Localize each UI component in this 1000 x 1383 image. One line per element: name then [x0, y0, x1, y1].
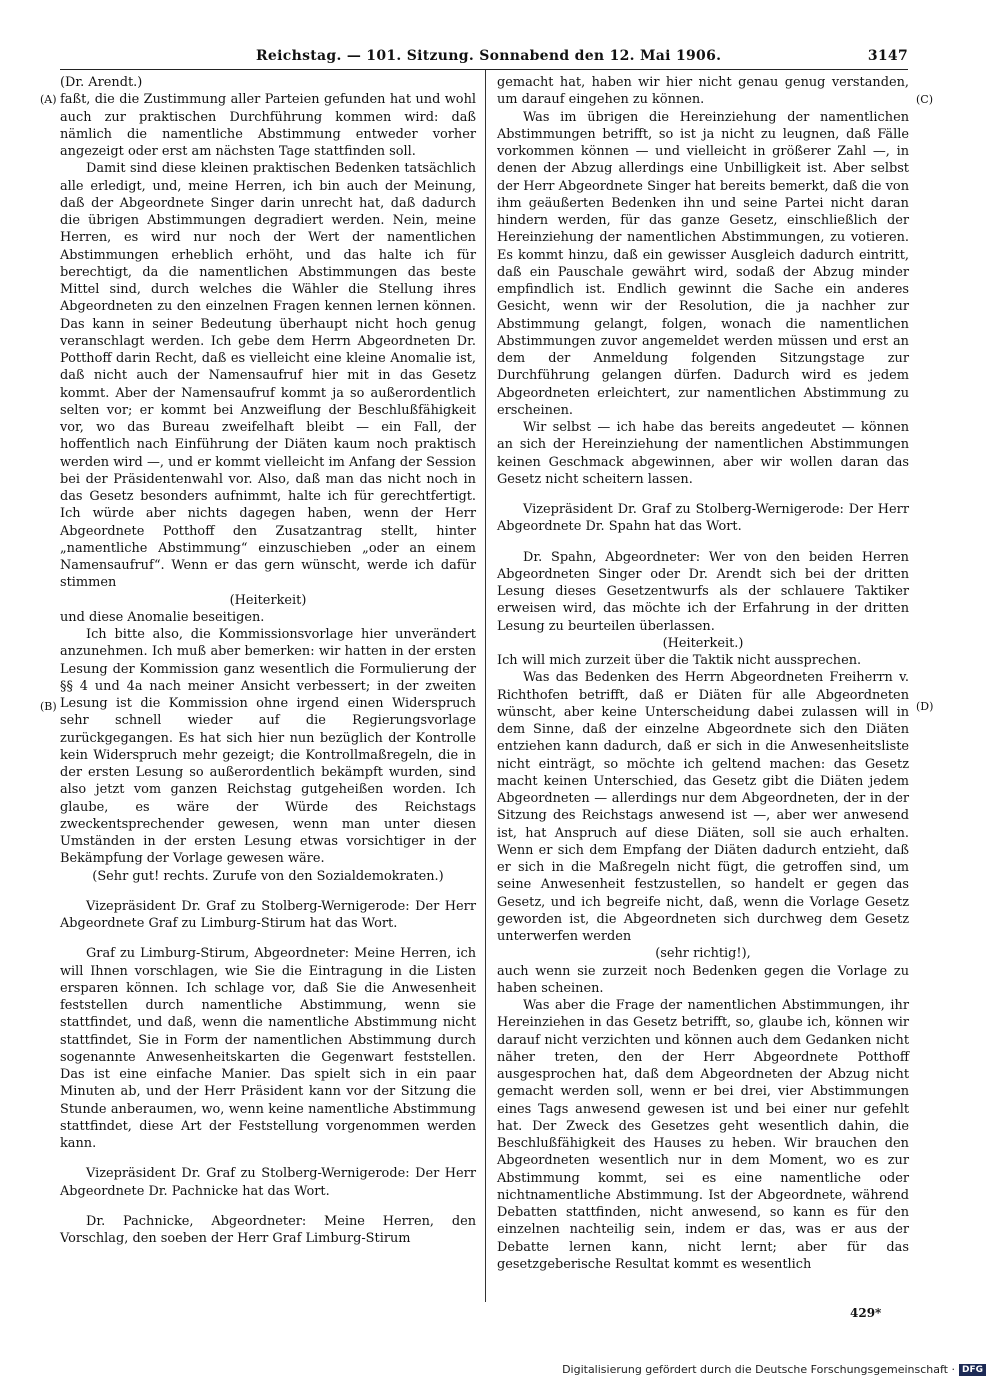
interjection: (Heiterkeit.)	[662, 635, 744, 651]
margin-mark-b: (B)	[40, 700, 57, 713]
interjection: (sehr richtig!),	[655, 946, 751, 962]
running-title: Reichstag. — 101. Sitzung. Sonnabend den 12. Mai 1906.	[256, 48, 722, 64]
speaker-continuation: (Dr. Arendt.)	[60, 75, 143, 90]
footer-text: Digitalisierung gefördert durch die Deutsche Forschungsgemeinschaft ·	[562, 1363, 955, 1376]
speech-pachnicke: Dr. Pachnicke, Abgeordneter: Meine Herren, den Vorschlag, den soeben der Herr Graf Limburg-Stirum	[60, 1213, 476, 1246]
interjection: (Sehr gut! rechts. Zurufe von den Sozialdemokraten.)	[92, 868, 444, 884]
margin-mark-a: (A)	[40, 93, 57, 106]
paragraph: faßt, die die Zustimmung aller Parteien gefunden hat und wohl auch zur praktischen Durchführung kommen wird: daß nämlich die namentliche Abstimmung entweder vorher angezeigt oder erst am nächsten Tage stattfinden soll.	[60, 92, 476, 159]
paragraph: gemacht hat, haben wir hier nicht genau genug verstanden, um darauf eingehen zu können.	[497, 75, 909, 108]
header-rule	[60, 69, 908, 70]
paragraph: Ich will mich zurzeit über die Taktik nicht aussprechen.	[497, 653, 862, 668]
paragraph: Was im übrigen die Hereinziehung der namentlichen Abstimmungen betrifft, so ist ja nicht zu leugnen, daß Fälle vorkommen können — und vielleicht in größerer Zahl —, in denen der Abzug allerdings eine Unbilligkeit ist. Aber selbst der Herr Abgeordnete Singer hat bereits bemerkt, daß die von ihm geäußerten Bedenken ihn und seine Partei nicht daran hindern werden, für das ganze Gesetz, einschließlich der Hereinziehung der namentlichen Abstimmungen, zu votieren. Es kommt hinzu, daß ein gewisser Ausgleich dadurch eintritt, daß ein Pauschale gewährt wird, sodaß der Abzug minder empfindlich ist. Endlich gewinnt die Sache ein anderes Gesicht, wenn wir der Resolution, die ja nachher zur Abstimmung gelangt, folgen, wonach die namentlichen Abstimmungen zuvor angemeldet werden müssen und erst an dem der Anmeldung folgenden Sitzungstage zur Durchführung gelangen dürfen. Dadurch wird es jedem Abgeordneten erleichtert, zur namentlichen Abstimmung zu erscheinen.	[497, 109, 909, 418]
left-column	[60, 74, 476, 1247]
paragraph: Wir selbst — ich habe das bereits angedeutet — können an sich der Hereinziehung der namentlichen Abstimmungen keinen Geschmack abgewinnen, aber wir wollen daran das Gesetz nicht scheitern lassen.	[497, 420, 909, 487]
page-number: 3147	[867, 48, 908, 64]
footer-credit	[562, 1363, 986, 1376]
margin-mark-c: (C)	[916, 93, 933, 106]
paragraph: Damit sind diese kleinen praktischen Bedenken tatsächlich alle erledigt, und, meine Herren, ich bin auch der Meinung, daß der Abgeordnete Singer darin unrecht hat, daß dadurch die übrigen Abstimmungen degradiert werden. Nein, meine Herren, es wird nur noch der Wert der namentlichen Abstimmungen erheblich erhöht, und das halte ich für berechtigt, da die namentlichen Abstimmungen das beste Mittel sind, durch welches die Wähler die Stellung ihres Abgeordneten zu den einzelnen Fragen kennen lernen können. Das kann in seiner Bedeutung überhaupt nicht hoch genug veranschlagt werden. Ich gebe dem Herrn Abgeordneten Dr. Potthoff darin Recht, daß es vielleicht eine kleine Anomalie ist, daß nicht auch der Namensaufruf hier mit in das Gesetz kommt. Aber der Namensaufruf kommt ja so außerordentlich selten vor; er kommt bei Anzweiflung der Beschlußfähigkeit vor, wo das Bureau zweifelhaft bleibt — ein Fall, der hoffentlich nach Einführung der Diäten kaum noch praktisch werden wird —, und er kommt vielleicht im Anfang der Session bei der Präsidentenwahl vor. Also, daß man das nicht noch in das Gesetz besonders aufnimmt, halte ich für gerechtfertigt. Ich würde aber nichts dagegen haben, wenn der Herr Abgeordnete Potthoff den Zusatzantrag stellt, hinter „namentliche Abstimmung“ einzuschieben „oder an einem Namensaufruf“. Wenn er das gern wünscht, werde ich dafür stimmen	[60, 161, 476, 591]
dfg-logo: DFG	[959, 1364, 986, 1376]
chair-statement: Vizepräsident Dr. Graf zu Stolberg-Wernigerode: Der Herr Abgeordnete Graf zu Limburg-Stirum hat das Wort.	[60, 898, 476, 931]
interjection: (Heiterkeit)	[229, 592, 307, 608]
signature-mark: 429*	[850, 1306, 882, 1320]
right-column	[497, 74, 909, 1273]
paragraph: und diese Anomalie beseitigen.	[60, 609, 265, 625]
paragraph: Ich bitte also, die Kommissionsvorlage hier unverändert anzunehmen. Ich muß aber bemerken: wir hatten in der ersten Lesung der Kommission ganz wesentlich die Formulierung der §§ 4 und 4a nach meiner Ansicht verbessert; in der zweiten Lesung ist die Kommission ohne irgend einen Widerspruch sehr schnell wieder auf die Regierungsvorlage zurückgegangen. Es hat sich hier nun bezüglich der Kontrolle kein Widerspruch mehr gezeigt; die Kontrollmaßregeln, die in der ersten Lesung so außerordentlich bekämpft wurden, sind also jetzt vom ganzen Reichstag gutgeheißen worden. Ich glaube, es wäre der Würde des Reichstags zweckentsprechender gewesen, wenn man unter diesen Umständen in der ersten Lesung etwas vorsichtiger in der Bekämpfung der Vorlage gewesen wäre.	[60, 627, 476, 867]
margin-mark-d: (D)	[916, 700, 934, 713]
speech-spahn: Dr. Spahn, Abgeordneter: Wer von den beiden Herren Abgeordneten Singer oder Dr. Arendt sich bei der dritten Lesung dieses Gesetzentwurfs als der schlauere Taktiker erweisen wird, das möchte ich der Erfahrung in der dritten Lesung zu beurteilen überlassen.	[497, 549, 909, 634]
paragraph: Was das Bedenken des Herrn Abgeordneten Freiherrn v. Richthofen betrifft, daß er Diäten für alle Abgeordneten wünscht, aber keine Unterscheidung dabei zulassen will in dem Sinne, daß der einzelne Abgeordnete sich den Diäten entziehen kann dadurch, daß er sich in die Anwesenheitsliste nicht einträgt, so möchte ich geltend machen: das Gesetz macht keinen Unterschied, das Gesetz gibt die Diäten jedem Abgeordneten — allerdings nur dem Abgeordneten, der in der Sitzung des Reichstags anwesend ist —, aber wer anwesend ist, hat Anspruch auf diese Diäten, soll sie auch erhalten. Wenn er sich dem Empfang der Diäten dadurch entzieht, daß er sich in die Maßregeln nicht fügt, die getroffen sind, um seine Anwesenheit festzustellen, so handelt er gegen das Gesetz, und ich begreife nicht, daß, wenn die Vorlage Gesetz geworden ist, die Abgeordneten sich durchweg dem Gesetz unterwerfen werden	[497, 670, 909, 944]
paragraph: Was aber die Frage der namentlichen Abstimmungen, ihr Hereinziehen in das Gesetz betrifft, so, glaube ich, können wir darauf nicht verzichten und können auch dem Gedanken nicht näher treten, den der Herr Abgeordnete Potthoff ausgesprochen hat, daß dem Abgeordneten der Abzug nicht gemacht werden soll, wenn er bei drei, vier Abstimmungen eines Tags anwesend gewesen ist und bei einer nur gefehlt hat. Der Zweck des Gesetzes geht wesentlich dahin, die Beschlußfähigkeit des Hauses zu heben. Wir brauchen den Abgeordneten wesentlich nur in dem Moment, wo es zur Abstimmung kommt, sei es eine namentliche oder nichtnamentliche Abstimmung. Ist der Abgeordnete, während Debatten stattfinden, nicht anwesend, so kann es für den einzelnen nachteilig sein, indem er das, was er aus der Debatte lernen kann, nicht lernt; aber für das gesetzgeberische Resultat kommt es wesentlich	[497, 998, 909, 1272]
chair-statement: Vizepräsident Dr. Graf zu Stolberg-Wernigerode: Der Herr Abgeordnete Dr. Spahn hat das Wort.	[497, 502, 909, 535]
column-divider	[485, 70, 486, 1302]
paragraph: auch wenn sie zurzeit noch Bedenken gegen die Vorlage zu haben scheinen.	[497, 963, 909, 996]
speech-limburg-stirum: Graf zu Limburg-Stirum, Abgeordneter: Meine Herren, ich will Ihnen vorschlagen, wie Sie die Eintragung in die Listen ersparen können. Ich schlage vor, daß Sie die Anwesenheit feststellen durch namentliche Abstimmung, wenn sie stattfindet, und daß, wenn die namentliche Abstimmung nicht stattfindet, Sie in Form der namentlichen Abstimmung durch sogenannte Anwesenheitskarten die Gegenwart feststellen. Das ist eine einfache Manier. Das spielt sich in ein paar Minuten ab, und der Herr Präsident kann vor der Sitzung die Stunde anberaumen, wo, wenn keine namentliche Abstimmung stattfindet, diese Art der Feststellung vorgenommen werden kann.	[60, 946, 476, 1151]
chair-statement: Vizepräsident Dr. Graf zu Stolberg-Wernigerode: Der Herr Abgeordnete Dr. Pachnicke hat das Wort.	[60, 1166, 476, 1199]
